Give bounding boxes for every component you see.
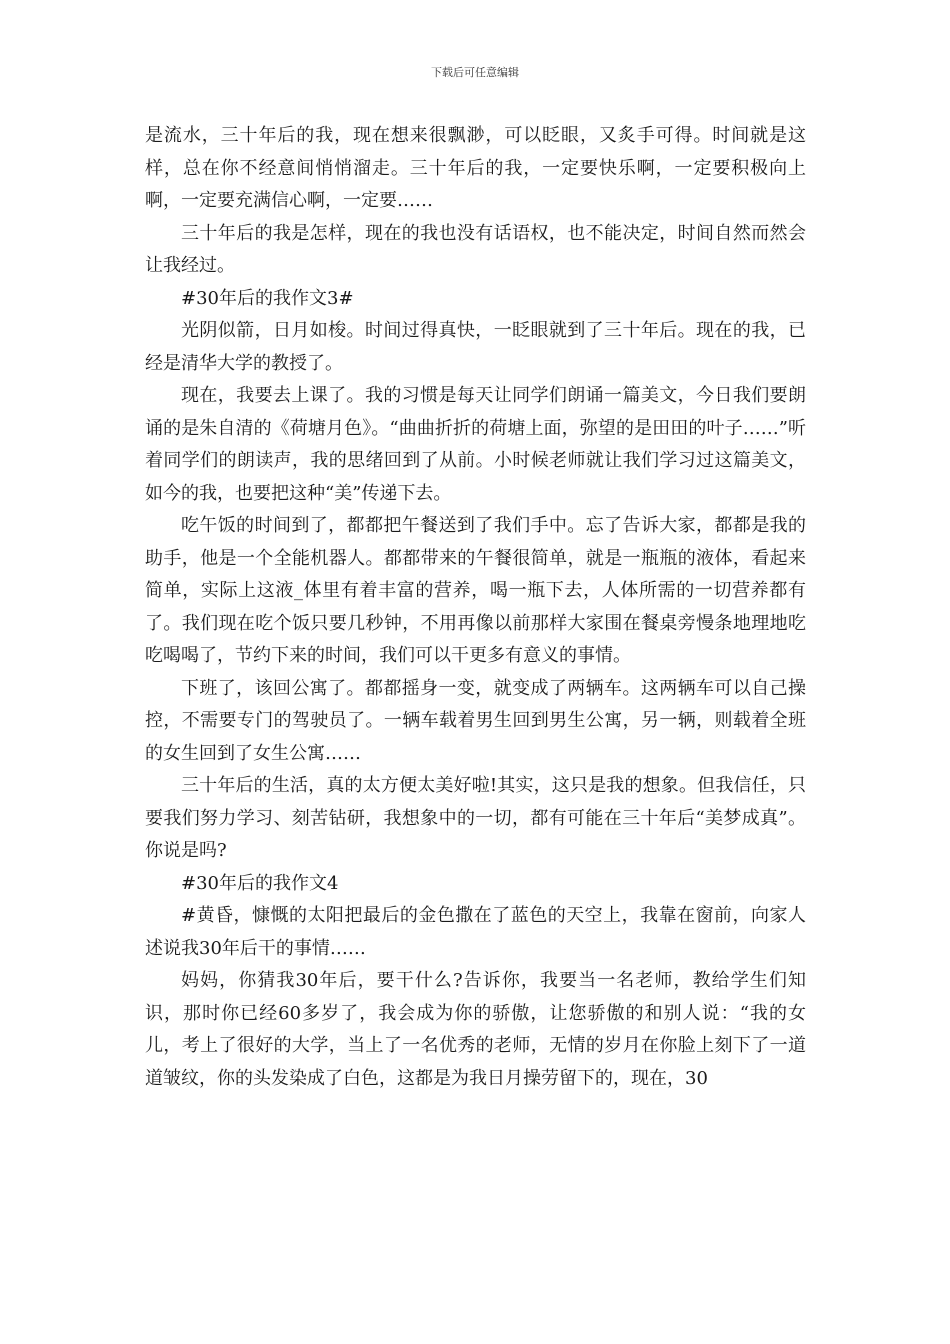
paragraph: 下班了，该回公寓了。都都摇身一变，就变成了两辆车。这两辆车可以自己操控，不需要专门的驾驶员了。一辆车载着男生回到男生公寓，另一辆，则载着全班的女生回到了女生公寓…… [145, 677, 806, 764]
section-heading: #30年后的我作文3# [181, 287, 354, 309]
document-body [145, 120, 806, 1095]
paragraph: 现在，我要去上课了。我的习惯是每天让同学们朗诵一篇美文，今日我们要朗诵的是朱自清的《荷塘月色》。“曲曲折折的荷塘上面，弥望的是田田的叶子……”听着同学们的朗读声，我的思绪回到了从前。小时候老师就让我们学习过这篇美文，如今的我，也要把这种“美”传递下去。 [145, 385, 806, 504]
paragraph: 三十年后的我是怎样，现在的我也没有话语权，也不能决定，时间自然而然会让我经过。 [145, 222, 806, 276]
paragraph: 吃午饭的时间到了，都都把午餐送到了我们手中。忘了告诉大家，都都是我的助手，他是一个全能机器人。都都带来的午餐很简单，就是一瓶瓶的液体，看起来简单，实际上这液_体里有着丰富的营养，喝一瓶下去，人体所需的一切营养都有了。我们现在吃个饭只要几秒钟，不用再像以前那样大家围在餐桌旁慢条地理地吃吃喝喝了，节约下来的时间，我们可以干更多有意义的事情。 [145, 515, 806, 666]
section-heading: #30年后的我作文4 [181, 872, 339, 894]
paragraph: 三十年后的生活，真的太方便太美好啦!其实，这只是我的想象。但我信任，只要我们努力学习、刻苦钻研，我想象中的一切，都有可能在三十年后“美梦成真”。你说是吗? [145, 775, 806, 861]
paragraph-continuation: 是流水，三十年后的我，现在想来很飘渺，可以眨眼，又炙手可得。时间就是这样，总在你不经意间悄悄溜走。三十年后的我，一定要快乐啊，一定要积极向上啊，一定要充满信心啊，一定要…… [145, 125, 806, 211]
paragraph: 光阴似箭，日月如梭。时间过得真快，一眨眼就到了三十年后。现在的我，已经是清华大学的教授了。 [145, 320, 806, 374]
paragraph: 妈妈，你猜我30年后，要干什么?告诉你，我要当一名老师，教给学生们知识，那时你已经60多岁了，我会成为你的骄傲，让您骄傲的和别人说：“我的女儿，考上了很好的大学，当上了一名优秀的老师，无情的岁月在你脸上刻下了一道道皱纹，你的头发染成了白色，这都是为我日月操劳留下的，现在，30 [145, 970, 806, 1089]
paragraph: #黄昏，慷慨的太阳把最后的金色撒在了蓝色的天空上，我靠在窗前，向家人述说我30年后干的事情…… [145, 905, 806, 959]
page-header: 下载后可任意编辑 [431, 66, 519, 79]
